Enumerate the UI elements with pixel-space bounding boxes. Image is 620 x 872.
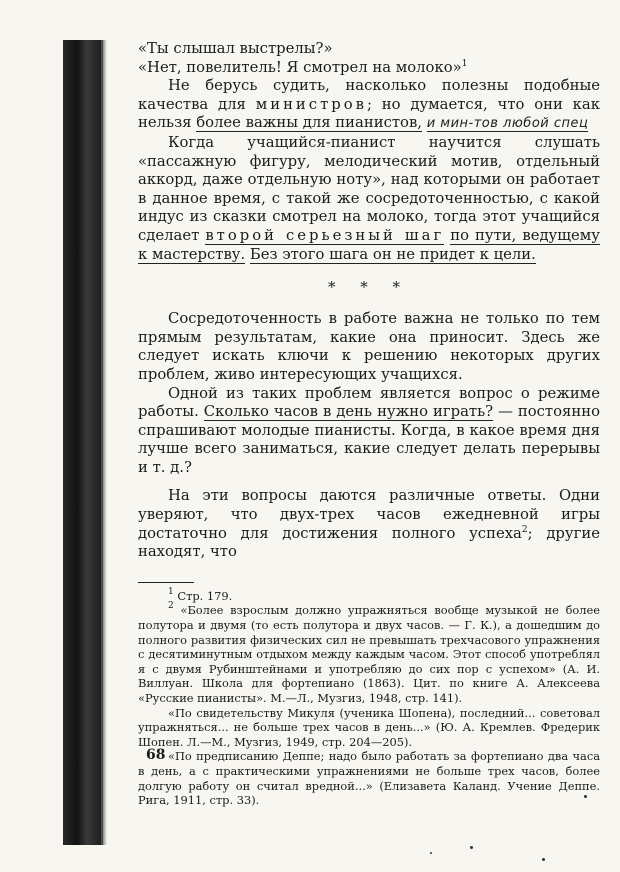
scan-speck xyxy=(542,858,545,861)
handwritten-annotation: и мин-тов любой спец xyxy=(426,116,589,132)
paragraph-1-mid: ; но думается, что они как нельзя xyxy=(138,95,600,132)
paragraph-4 xyxy=(138,385,600,478)
paragraph-2-underlined: Без этого шага он не придет к цели. xyxy=(249,245,536,263)
footnote-3: «По свидетельству Микуля (ученика Шопена), последний... советовал упражняться... не больше трех часов в день...» (Ю. А. Кремлев. Фредерик Шопен. Л.—М., Музгиз, 1949, стр. 204—205). xyxy=(138,705,600,749)
paragraph-1 xyxy=(138,77,600,134)
paragraph-5-end: ; другие находят, что xyxy=(138,524,600,561)
paragraph-5-start: На эти вопросы даются различные ответы. Одни уверяют, что двух-трех часов ежедневной игры достаточно для достижения полного успеха xyxy=(138,487,600,542)
footnote-ref-2: 2 xyxy=(521,524,528,535)
footnote-1-mark: 1 xyxy=(168,586,174,597)
book-binding-shadow xyxy=(63,40,103,845)
dialogue-line-1: «Ты слышал выстрелы?» xyxy=(138,40,333,57)
scan-speck xyxy=(584,795,587,798)
paragraph-2 xyxy=(138,134,600,264)
footnote-2-mark: 2 xyxy=(168,601,174,612)
paragraph-2-spaced-phrase: второй серьезный шаг xyxy=(205,226,445,244)
dialogue-line-2-text: «Нет, повелитель! Я смотрел на молоко» xyxy=(138,58,462,76)
footnote-4: «По предписанию Деппе; надо было работать за фортепиано два часа в день, а с практическими упражнениями не больше трех часов, более долгую работу он считал вредной...» (Елизавета Каланд. Учение Деппе. Рига, 1911, стр. 33). xyxy=(138,749,600,808)
footnote-1 xyxy=(138,586,600,604)
footnotes xyxy=(138,586,600,808)
scan-speck xyxy=(430,852,432,854)
paragraph-2-start: Когда учащийся-пианист научится слушать «пассажную фигуру, мелодический мотив, отдельный аккорд, даже отдельную ноту», над которыми он работает в данное время, с такой же сосредоточенностью, с какой индус из сказки смотрел на молоко, тогда этот учащийся сделает xyxy=(138,133,600,244)
footnote-2-text: «Более взрослым должно упражняться вообще музыкой не более полутора и двумя (то есть полутора и двух часов. — Г. К.), а дошедшим до полного развития физических сил не превышать трехчасового упражнения с десятиминутным отдыхом между каждым часом. Этот способ употреблял я с двумя Рубинштейнами и употребляю до сих пор с успехом» (А. И. Виллуан. Школа для фортепиано (1863). Цит. по книге А. Алексеева «Русские пианисты». М.—Л., Музгиз, 1948, стр. 141). xyxy=(138,603,600,705)
footnote-2 xyxy=(138,603,600,705)
paragraph-1-underlined: более важны для пианистов, xyxy=(196,114,422,132)
section-separator: * * * xyxy=(327,278,411,297)
paragraph-5 xyxy=(138,487,600,561)
page-number: 68 xyxy=(146,747,166,763)
paragraph-1-start: Не берусь судить, насколько полезны подобные качества для xyxy=(138,77,600,113)
paragraph-2-mid: по пути, ведущему к мастерству. xyxy=(138,226,600,263)
paragraph-4-start: Одной из таких проблем является вопрос о режиме работы. xyxy=(138,384,600,421)
paragraph-4-underlined: Сколько часов в день нужно играть? xyxy=(203,403,494,421)
footnote-1-text: Стр. 179. xyxy=(177,588,233,603)
footnote-ref-1: 1 xyxy=(461,58,468,69)
paragraph-4-end: — постоянно спрашивают молодые пианисты. Когда, в какое время дня лучше всего заниматься, какие следует делать перерывы и т. д.? xyxy=(138,403,600,476)
paragraph-3: Сосредоточенность в работе важна не только по тем прямым результатам, какие она приносит. Здесь же следует искать ключи к решению некоторых других проблем, живо интересующих учащихся. xyxy=(138,310,600,383)
footnote-rule xyxy=(138,582,194,583)
main-text xyxy=(138,40,600,562)
page-body xyxy=(138,40,600,808)
paragraph-1-spaced-word: министров xyxy=(255,95,367,113)
scan-speck xyxy=(470,846,473,849)
dialogue-line-2 xyxy=(138,59,600,78)
